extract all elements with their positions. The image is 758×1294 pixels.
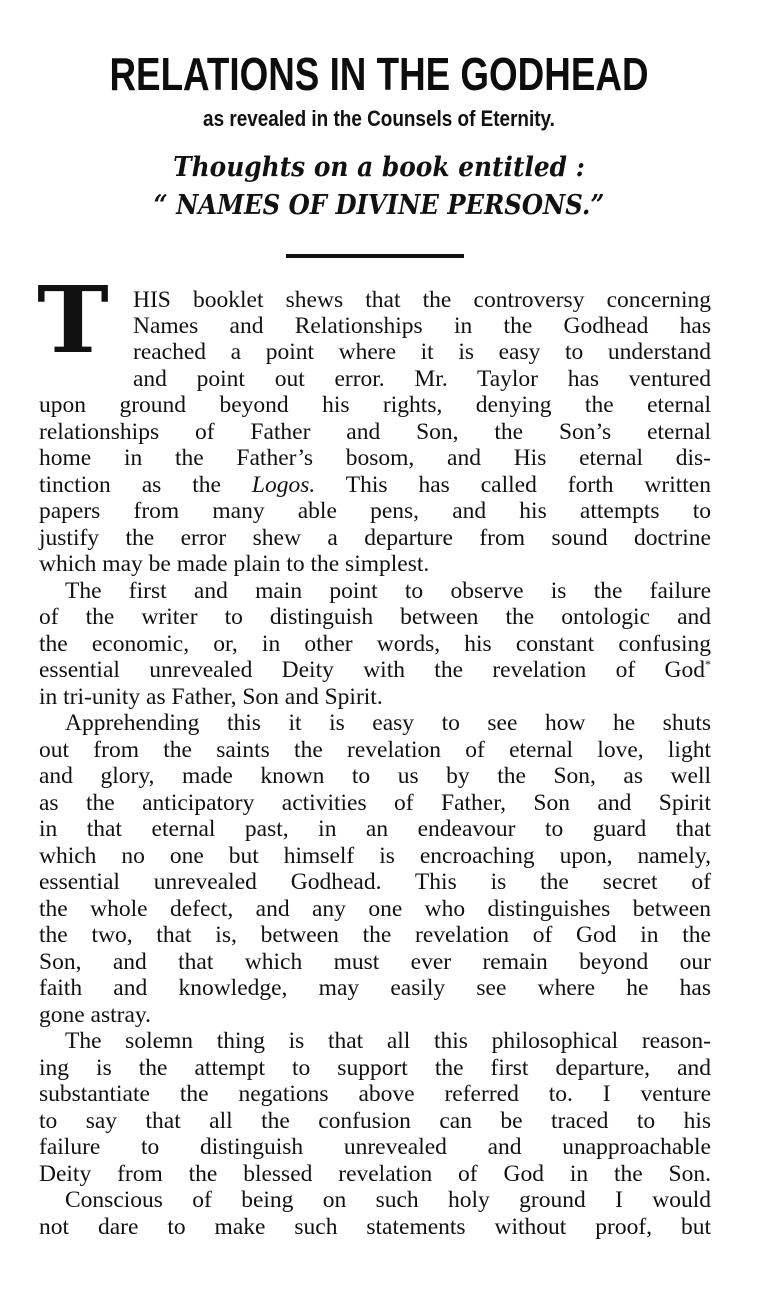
text-line: upon ground beyond his rights, denying the eternal [39,392,711,418]
thoughts-heading: Thoughts on a book entitled : [173,152,585,183]
text-line: out from the saints the revelation of eternal love, light [39,737,711,763]
text-line: Apprehending this it is easy to see how he shuts [65,710,711,736]
text-run: This has called forth written [315,472,711,498]
text-line: in tri-unity as Father, Son and Spirit. [39,684,383,710]
text-line: to say that all the confusion can be traced to his [39,1108,711,1134]
text-line: not dare to make such statements without proof, but [39,1214,711,1240]
text-line: justify the error shew a departure from sound doctrine [39,525,711,551]
text-run: essential unrevealed Deity with the revelation of God [39,657,705,683]
text-line: and glory, made known to us by the Son, as well [39,763,711,789]
page-title: RELATIONS IN THE GODHEAD [109,48,649,100]
text-line: reached a point where it is easy to understand [133,339,711,365]
italic-term-logos: Logos. [251,472,316,498]
text-run: tinction as the [39,472,252,498]
text-line: the economic, or, in other words, his constant confusing [39,631,711,657]
text-line: essential unrevealed Godhead. This is the secret of [39,869,711,895]
text-line: which may be made plain to the simplest. [39,551,430,577]
text-line: and point out error. Mr. Taylor has ventured [133,366,711,392]
text-line: which no one but himself is encroaching upon, namely, [39,843,711,869]
text-line: the whole defect, and any one who distinguishes between [39,896,711,922]
drop-cap-letter: T [37,266,109,374]
text-line: of the writer to distinguish between the ontologic and [39,604,711,630]
text-line: relationships of Father and Son, the Son’s eternal [39,419,711,445]
footnote-mark: * [705,657,711,672]
text-line: The first and main point to observe is the failure [65,578,711,604]
text-line: the two, that is, between the revelation of God in the [39,922,711,948]
text-line: gone astray. [39,1002,152,1028]
page-subtitle: as revealed in the Counsels of Eternity. [203,106,555,131]
text-line: Son, and that which must ever remain beyond our [39,949,711,975]
text-line: in that eternal past, in an endeavour to guard that [39,816,711,842]
text-line: faith and knowledge, may easily see where he has [39,975,711,1001]
text-line: home in the Father’s bosom, and His eternal dis- [39,445,711,471]
text-line: Deity from the blessed revelation of God in the Son. [39,1161,711,1187]
text-line: as the anticipatory activities of Father, Son and Spirit [39,790,711,816]
book-title-heading: “ NAMES OF DIVINE PERSONS.” [153,190,605,221]
text-line: Conscious of being on such holy ground I would [65,1187,711,1213]
text-line [39,471,711,499]
text-line: substantiate the negations above referred to. I venture [39,1081,711,1107]
text-line [39,656,711,684]
text-line: HIS booklet shews that the controversy concerning [133,287,711,313]
section-divider-rule [286,254,464,258]
text-line: Names and Relationships in the Godhead has [133,313,711,339]
text-line: failure to distinguish unrevealed and unapproachable [39,1134,711,1160]
text-line: ing is the attempt to support the first departure, and [39,1055,711,1081]
text-line: The solemn thing is that all this philosophical reason- [65,1028,711,1054]
text-line: papers from many able pens, and his attempts to [39,498,711,524]
